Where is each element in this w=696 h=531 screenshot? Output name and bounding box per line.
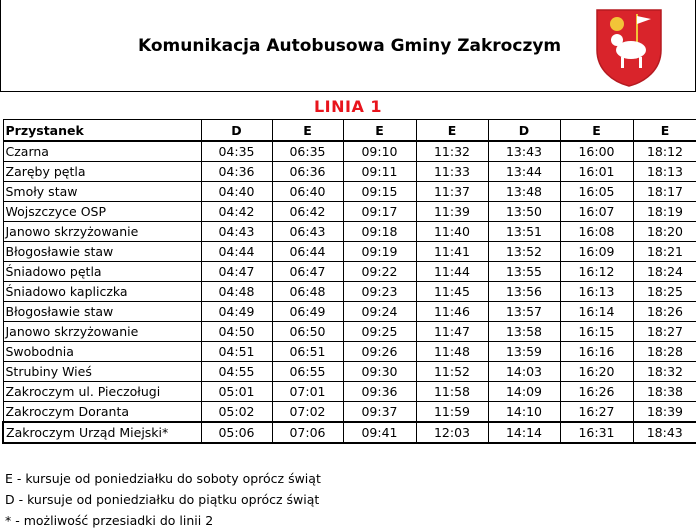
departure-time: 05:01 <box>201 382 272 402</box>
table-row <box>3 362 696 382</box>
stop-name: Janowo skrzyżowanie <box>3 322 201 342</box>
departure-time: 16:31 <box>560 422 633 443</box>
departure-time: 14:10 <box>488 402 560 423</box>
departure-time: 16:01 <box>560 162 633 182</box>
table-row <box>3 282 696 302</box>
coat-of-arms-lamb-icon <box>593 4 665 88</box>
table-row <box>3 382 696 402</box>
departure-time: 04:47 <box>201 262 272 282</box>
stop-name: Zakroczym Doranta <box>3 402 201 423</box>
departure-time: 09:36 <box>343 382 416 402</box>
note-transfer: * - możliwość przesiadki do linii 2 <box>5 513 214 528</box>
table-row <box>3 141 696 162</box>
departure-time: 12:03 <box>416 422 488 443</box>
departure-time: 11:44 <box>416 262 488 282</box>
stop-name: Zakroczym ul. Pieczoługi <box>3 382 201 402</box>
departure-time: 06:47 <box>272 262 343 282</box>
departure-time: 09:24 <box>343 302 416 322</box>
column-header: D <box>201 120 272 142</box>
table-row <box>3 202 696 222</box>
column-header: D <box>488 120 560 142</box>
timetable <box>2 119 696 444</box>
column-header: E <box>633 120 696 142</box>
departure-time: 16:08 <box>560 222 633 242</box>
table-row <box>3 242 696 262</box>
departure-time: 09:23 <box>343 282 416 302</box>
table-row <box>3 422 696 443</box>
departure-time: 14:14 <box>488 422 560 443</box>
departure-time: 13:59 <box>488 342 560 362</box>
departure-time: 13:57 <box>488 302 560 322</box>
departure-time: 04:44 <box>201 242 272 262</box>
departure-time: 11:41 <box>416 242 488 262</box>
departure-time: 16:09 <box>560 242 633 262</box>
stop-name: Wojszczyce OSP <box>3 202 201 222</box>
stop-name: Strubiny Wieś <box>3 362 201 382</box>
departure-time: 06:48 <box>272 282 343 302</box>
departure-time: 04:42 <box>201 202 272 222</box>
departure-time: 18:17 <box>633 182 696 202</box>
departure-time: 06:42 <box>272 202 343 222</box>
departure-time: 11:40 <box>416 222 488 242</box>
departure-time: 13:43 <box>488 141 560 162</box>
departure-time: 11:47 <box>416 322 488 342</box>
departure-time: 13:56 <box>488 282 560 302</box>
departure-time: 04:48 <box>201 282 272 302</box>
departure-time: 16:12 <box>560 262 633 282</box>
departure-time: 06:36 <box>272 162 343 182</box>
departure-time: 09:10 <box>343 141 416 162</box>
departure-time: 16:15 <box>560 322 633 342</box>
departure-time: 06:43 <box>272 222 343 242</box>
departure-time: 16:20 <box>560 362 633 382</box>
line-title: LINIA 1 <box>313 97 383 116</box>
departure-time: 09:22 <box>343 262 416 282</box>
departure-time: 06:40 <box>272 182 343 202</box>
note-e: E - kursuje od poniedziałku do soboty oprócz świąt <box>5 471 321 486</box>
departure-time: 11:37 <box>416 182 488 202</box>
departure-time: 04:50 <box>201 322 272 342</box>
departure-time: 04:51 <box>201 342 272 362</box>
departure-time: 18:43 <box>633 422 696 443</box>
departure-time: 16:26 <box>560 382 633 402</box>
departure-time: 18:32 <box>633 362 696 382</box>
stop-name: Zaręby pętla <box>3 162 201 182</box>
departure-time: 13:44 <box>488 162 560 182</box>
departure-time: 06:35 <box>272 141 343 162</box>
departure-time: 16:05 <box>560 182 633 202</box>
departure-time: 16:07 <box>560 202 633 222</box>
departure-time: 11:48 <box>416 342 488 362</box>
departure-time: 09:25 <box>343 322 416 342</box>
stop-name: Smoły staw <box>3 182 201 202</box>
departure-time: 09:41 <box>343 422 416 443</box>
document-header <box>0 0 696 92</box>
table-row <box>3 402 696 423</box>
departure-time: 16:16 <box>560 342 633 362</box>
stop-name: Błogosławie staw <box>3 302 201 322</box>
departure-time: 04:35 <box>201 141 272 162</box>
document-title: Komunikacja Autobusowa Gminy Zakroczym <box>138 36 562 56</box>
departure-time: 06:49 <box>272 302 343 322</box>
column-header: E <box>416 120 488 142</box>
departure-time: 11:58 <box>416 382 488 402</box>
departure-time: 11:39 <box>416 202 488 222</box>
departure-time: 11:32 <box>416 141 488 162</box>
departure-time: 18:26 <box>633 302 696 322</box>
departure-time: 05:02 <box>201 402 272 423</box>
departure-time: 06:51 <box>272 342 343 362</box>
departure-time: 18:21 <box>633 242 696 262</box>
departure-time: 06:50 <box>272 322 343 342</box>
column-header: E <box>272 120 343 142</box>
departure-time: 07:02 <box>272 402 343 423</box>
departure-time: 09:26 <box>343 342 416 362</box>
column-header-stop: Przystanek <box>3 120 201 142</box>
column-header: E <box>560 120 633 142</box>
departure-time: 16:13 <box>560 282 633 302</box>
departure-time: 13:48 <box>488 182 560 202</box>
departure-time: 11:52 <box>416 362 488 382</box>
departure-time: 09:19 <box>343 242 416 262</box>
stop-name: Swobodnia <box>3 342 201 362</box>
departure-time: 16:27 <box>560 402 633 423</box>
departure-time: 07:01 <box>272 382 343 402</box>
departure-time: 05:06 <box>201 422 272 443</box>
stop-name: Janowo skrzyżowanie <box>3 222 201 242</box>
stop-name: Zakroczym Urząd Miejski* <box>3 422 201 443</box>
departure-time: 04:36 <box>201 162 272 182</box>
table-row <box>3 182 696 202</box>
stop-name: Śniadowo pętla <box>3 262 201 282</box>
departure-time: 09:30 <box>343 362 416 382</box>
column-header: E <box>343 120 416 142</box>
departure-time: 18:12 <box>633 141 696 162</box>
departure-time: 18:13 <box>633 162 696 182</box>
departure-time: 09:18 <box>343 222 416 242</box>
stop-name: Błogosławie staw <box>3 242 201 262</box>
departure-time: 04:49 <box>201 302 272 322</box>
departure-time: 14:03 <box>488 362 560 382</box>
departure-time: 04:43 <box>201 222 272 242</box>
departure-time: 11:46 <box>416 302 488 322</box>
departure-time: 07:06 <box>272 422 343 443</box>
stop-name: Śniadowo kapliczka <box>3 282 201 302</box>
departure-time: 13:52 <box>488 242 560 262</box>
table-header-row <box>3 120 696 142</box>
departure-time: 18:28 <box>633 342 696 362</box>
departure-time: 16:14 <box>560 302 633 322</box>
table-row <box>3 342 696 362</box>
table-row <box>3 262 696 282</box>
departure-time: 18:19 <box>633 202 696 222</box>
departure-time: 11:59 <box>416 402 488 423</box>
departure-time: 13:58 <box>488 322 560 342</box>
departure-time: 16:00 <box>560 141 633 162</box>
note-d: D - kursuje od poniedziałku do piątku oprócz świąt <box>5 492 320 507</box>
departure-time: 18:39 <box>633 402 696 423</box>
departure-time: 14:09 <box>488 382 560 402</box>
departure-time: 13:55 <box>488 262 560 282</box>
stop-name: Czarna <box>3 141 201 162</box>
departure-time: 09:17 <box>343 202 416 222</box>
departure-time: 13:51 <box>488 222 560 242</box>
table-row <box>3 162 696 182</box>
departure-time: 11:33 <box>416 162 488 182</box>
departure-time: 18:38 <box>633 382 696 402</box>
table-row <box>3 302 696 322</box>
departure-time: 18:20 <box>633 222 696 242</box>
departure-time: 04:40 <box>201 182 272 202</box>
departure-time: 18:24 <box>633 262 696 282</box>
departure-time: 06:55 <box>272 362 343 382</box>
departure-time: 06:44 <box>272 242 343 262</box>
departure-time: 11:45 <box>416 282 488 302</box>
departure-time: 04:55 <box>201 362 272 382</box>
departure-time: 09:15 <box>343 182 416 202</box>
departure-time: 09:11 <box>343 162 416 182</box>
departure-time: 18:25 <box>633 282 696 302</box>
table-row <box>3 222 696 242</box>
legend-notes <box>5 468 321 531</box>
table-row <box>3 322 696 342</box>
departure-time: 13:50 <box>488 202 560 222</box>
departure-time: 18:27 <box>633 322 696 342</box>
departure-time: 09:37 <box>343 402 416 423</box>
